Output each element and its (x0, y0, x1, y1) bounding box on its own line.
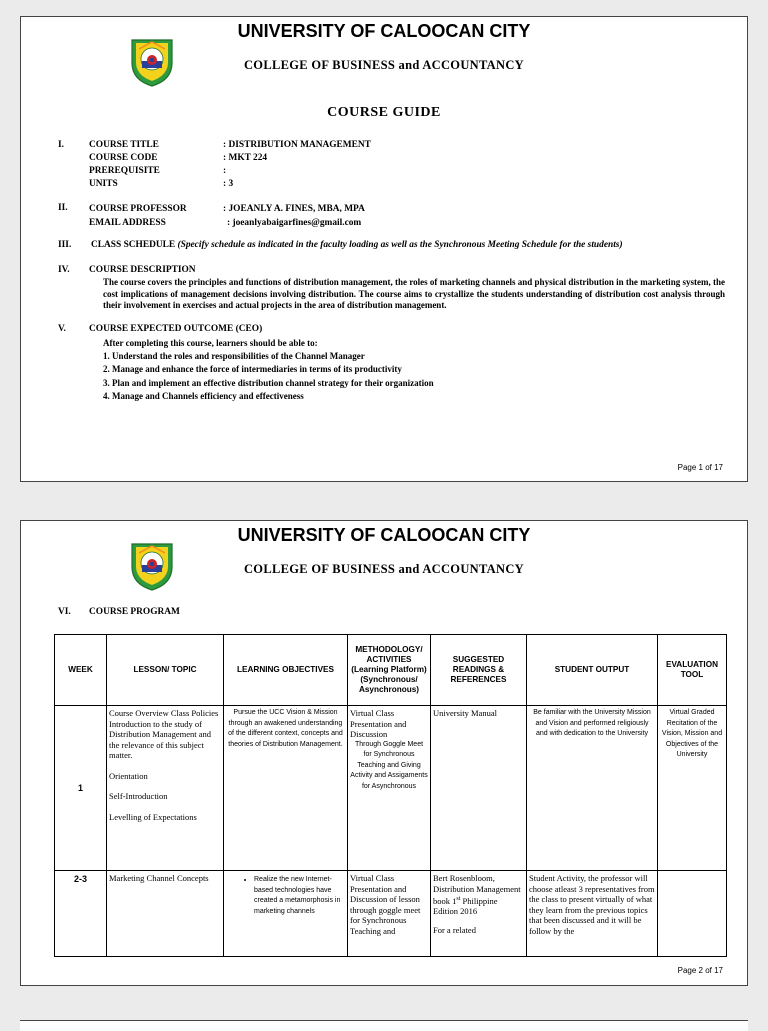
week-cell: 2-3 (55, 871, 107, 957)
document-page-1 (20, 16, 748, 482)
header-output: STUDENT OUTPUT (527, 635, 658, 706)
header-evaluation: EVALUATION TOOL (658, 635, 727, 706)
lesson-sub: Orientation (109, 770, 148, 781)
class-schedule-note: (Specify schedule as indicated in the faculty loading as well as the Synchronous Meeting Schedule for the students) (177, 240, 623, 250)
course-title-label: COURSE TITLE (89, 140, 159, 150)
methodology-main: Virtual Class Presentation and Discussion (350, 708, 407, 739)
course-program-table (54, 634, 727, 957)
readings-cell: University Manual (431, 706, 527, 871)
course-code-label: COURSE CODE (89, 153, 158, 163)
university-name: UNIVERSITY OF CALOOCAN CITY (237, 21, 531, 41)
methodology-detail: Through Goggle Meet for Synchronous Teaching and Giving Activity and Assigaments for Asynchronous (350, 740, 428, 790)
readings-cell (431, 871, 527, 957)
course-description-text: The course covers the principles and functions of distribution management, the roles of marketing channels and physical distribution in the marketing system, the cost implications of management decisions involving distribution. The course aims to crystallize the students understanding of distribution cost analysis through their involvement in exercises and actual projects in the area of distribution management. (103, 277, 725, 310)
ceo-item: 3. Plan and implement an effective distribution channel strategy for their organization (103, 377, 434, 388)
ceo-item: 2. Manage and enhance the force of intermediaries in terms of its productivity (103, 364, 402, 375)
units-label: UNITS (89, 179, 118, 189)
page-number: Page 2 of 17 (677, 966, 723, 975)
table-row (55, 871, 727, 957)
objectives-cell: Pursue the UCC Vision & Mission through an awakened understanding of the different context, concepts and theories of Distribution Management. (224, 706, 348, 871)
output-cell: Be familiar with the University Mission and Vision and performed religiously and with dedication to the University (527, 706, 658, 871)
lesson-sub: Levelling of Expectations (109, 811, 197, 822)
section-number: II. (58, 203, 68, 213)
course-title-value: : DISTRIBUTION MANAGEMENT (223, 140, 371, 150)
ceo-item: 4. Manage and Channels efficiency and effectiveness (103, 390, 304, 401)
table-header-row (55, 635, 727, 706)
ceo-label: COURSE EXPECTED OUTCOME (CEO) (89, 324, 263, 334)
methodology-cell (348, 706, 431, 871)
evaluation-cell: Virtual Graded Recitation of the Vision, Mission and Objectives of the University (658, 706, 727, 871)
class-schedule-line (91, 239, 623, 252)
professor-label: COURSE PROFESSOR (89, 204, 187, 214)
header-readings: SUGGESTED READINGS & REFERENCES (431, 635, 527, 706)
ceo-list (103, 337, 434, 403)
readings-extra: For a related (433, 924, 476, 935)
header-week: WEEK (55, 635, 107, 706)
email-value: : joeanlyabaigarfines@gmail.com (227, 218, 362, 228)
week-cell: 1 (55, 706, 107, 871)
section-number: VI. (58, 607, 71, 617)
university-name: UNIVERSITY OF CALOOCAN CITY (237, 525, 531, 545)
lesson-main: Course Overview Class Policies Introduction to the study of Distribution Management and the relevance of this subject matter. (109, 708, 219, 760)
output-cell: Student Activity, the professor will choose atleast 3 representatives from the class to present virtually of what they learn from the previous topics that been discussed and it will be follow by the (527, 871, 658, 957)
units-value: : 3 (223, 179, 234, 189)
lesson-cell (107, 706, 224, 871)
methodology-cell: Virtual Class Presentation and Discussion of lesson through goggle meet for Synchronous Teaching and (348, 871, 431, 957)
header-objectives: LEARNING OBJECTIVES (224, 635, 348, 706)
prerequisite-value: : (223, 166, 227, 176)
course-program-label: COURSE PROGRAM (89, 607, 180, 617)
document-page-2 (20, 520, 748, 986)
prerequisite-label: PREREQUISITE (89, 166, 160, 176)
page-number: Page 1 of 17 (677, 463, 723, 472)
course-guide-title: COURSE GUIDE (327, 105, 441, 120)
college-name: COLLEGE OF BUSINESS and ACCOUNTANCY (243, 58, 524, 72)
ceo-intro: After completing this course, learners should be able to: (103, 338, 318, 348)
objective-bullet: • Realize the new Internet-based technologies have created a metamorphosis in marketing channels (254, 875, 345, 917)
class-schedule-label: CLASS SCHEDULE (91, 240, 176, 250)
section-number: III. (58, 240, 72, 250)
readings-main: Bert Rosenbloom, Distribution Management book 1 (433, 873, 521, 906)
college-name: COLLEGE OF BUSINESS and ACCOUNTANCY (243, 562, 524, 576)
course-code-value: : MKT 224 (223, 153, 268, 163)
objectives-cell (224, 871, 348, 957)
professor-value: : JOEANLY A. FINES, MBA, MPA (223, 204, 365, 214)
ceo-item: 1. Understand the roles and responsibilities of the Channel Manager (103, 351, 365, 362)
header-methodology: METHODOLOGY/ ACTIVITIES (Learning Platform) (Synchronous/ Asynchronous) (348, 635, 431, 706)
lesson-sub: Self-Introduction (109, 791, 168, 801)
readings-edition: Philippine Edition 2016 (433, 895, 498, 917)
email-label: EMAIL ADDRESS (89, 218, 166, 228)
document-page-3-edge (20, 1020, 748, 1031)
evaluation-cell (658, 871, 727, 957)
section-number: I. (58, 140, 64, 150)
section-number: IV. (58, 265, 70, 275)
lesson-cell: Marketing Channel Concepts (107, 871, 224, 957)
header-lesson: LESSON/ TOPIC (107, 635, 224, 706)
readings-superscript: st (456, 896, 461, 902)
course-description-label: COURSE DESCRIPTION (89, 265, 196, 275)
table-row (55, 706, 727, 871)
section-number: V. (58, 324, 66, 334)
